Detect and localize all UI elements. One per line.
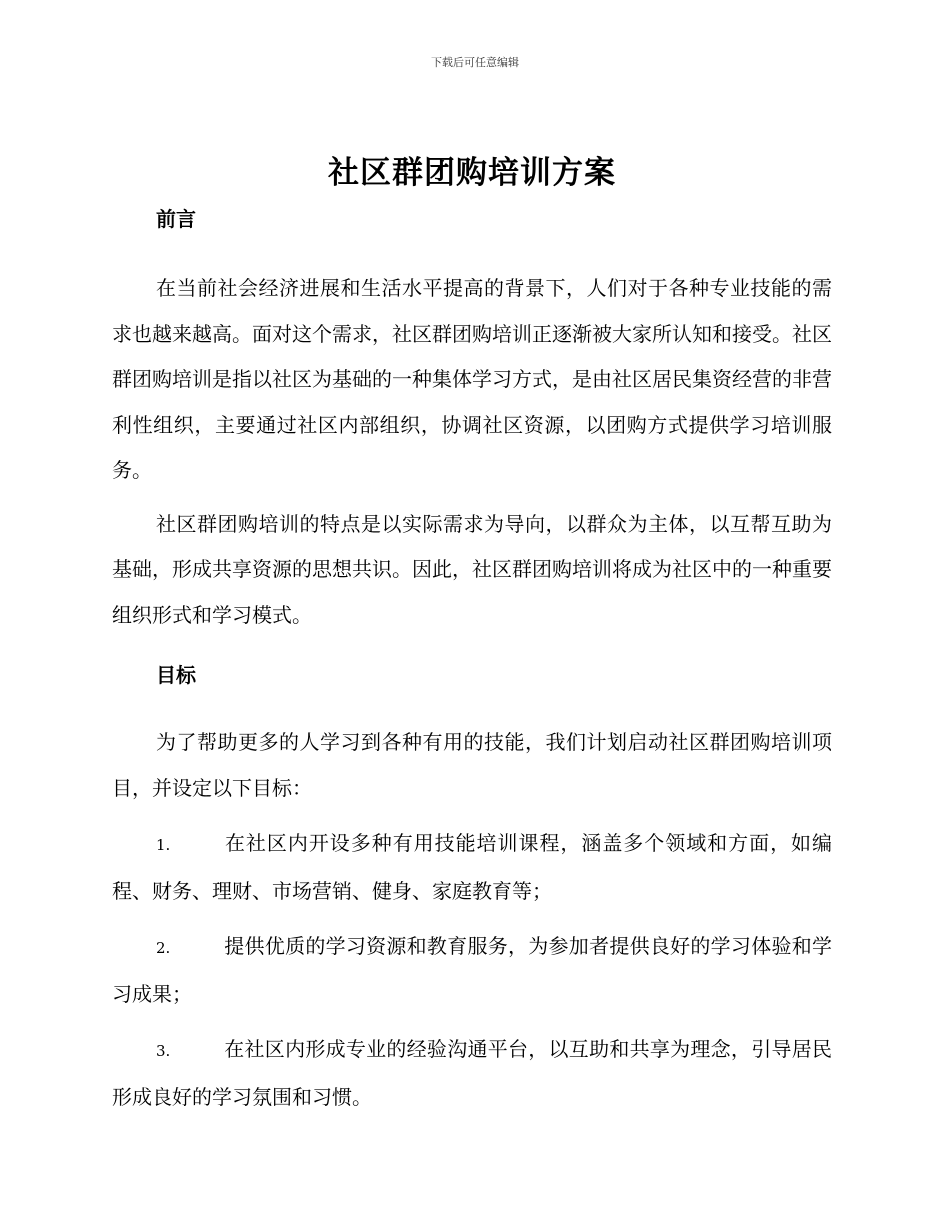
document-body [112, 148, 832, 1120]
section-heading-preface: 前言 [156, 207, 196, 231]
goals-intro-paragraph: 为了帮助更多的人学习到各种有用的技能，我们计划启动社区群团购培训项目，并设定以下目标： [112, 730, 832, 800]
list-item [112, 1027, 832, 1120]
list-item [112, 821, 832, 914]
preface-paragraph-1: 在当前社会经济进展和生活水平提高的背景下，人们对于各种专业技能的需求也越来越高。面对这个需求，社区群团购培训正逐渐被大家所认知和接受。社区群团购培训是指以社区为基础的一种集体学习方式，是由社区居民集资经营的非营利性组织，主要通过社区内部组织，协调社区资源，以团购方式提供学习培训服务。 [112, 276, 832, 482]
list-item-text: 在社区内开设多种有用技能培训课程，涵盖多个领域和方面，如编程、财务、理财、市场营销、健身、家庭教育等； [112, 831, 832, 903]
document-title: 社区群团购培训方案 [328, 155, 616, 191]
goals-list [112, 821, 832, 1120]
page-header-note: 下载后可任意编辑 [431, 56, 519, 69]
list-item [112, 924, 832, 1017]
list-item-number: 2. [156, 939, 171, 957]
section-heading-goals: 目标 [156, 663, 196, 687]
list-item-number: 1. [156, 836, 171, 854]
list-item-text: 提供优质的学习资源和教育服务，为参加者提供良好的学习体验和学习成果； [112, 934, 832, 1006]
preface-paragraph-2: 社区群团购培训的特点是以实际需求为导向，以群众为主体，以互帮互助为基础，形成共享资源的思想共识。因此，社区群团购培训将成为社区中的一种重要组织形式和学习模式。 [112, 511, 832, 627]
list-item-text: 在社区内形成专业的经验沟通平台，以互助和共享为理念，引导居民形成良好的学习氛围和习惯。 [112, 1037, 832, 1109]
list-item-number: 3. [156, 1042, 171, 1060]
